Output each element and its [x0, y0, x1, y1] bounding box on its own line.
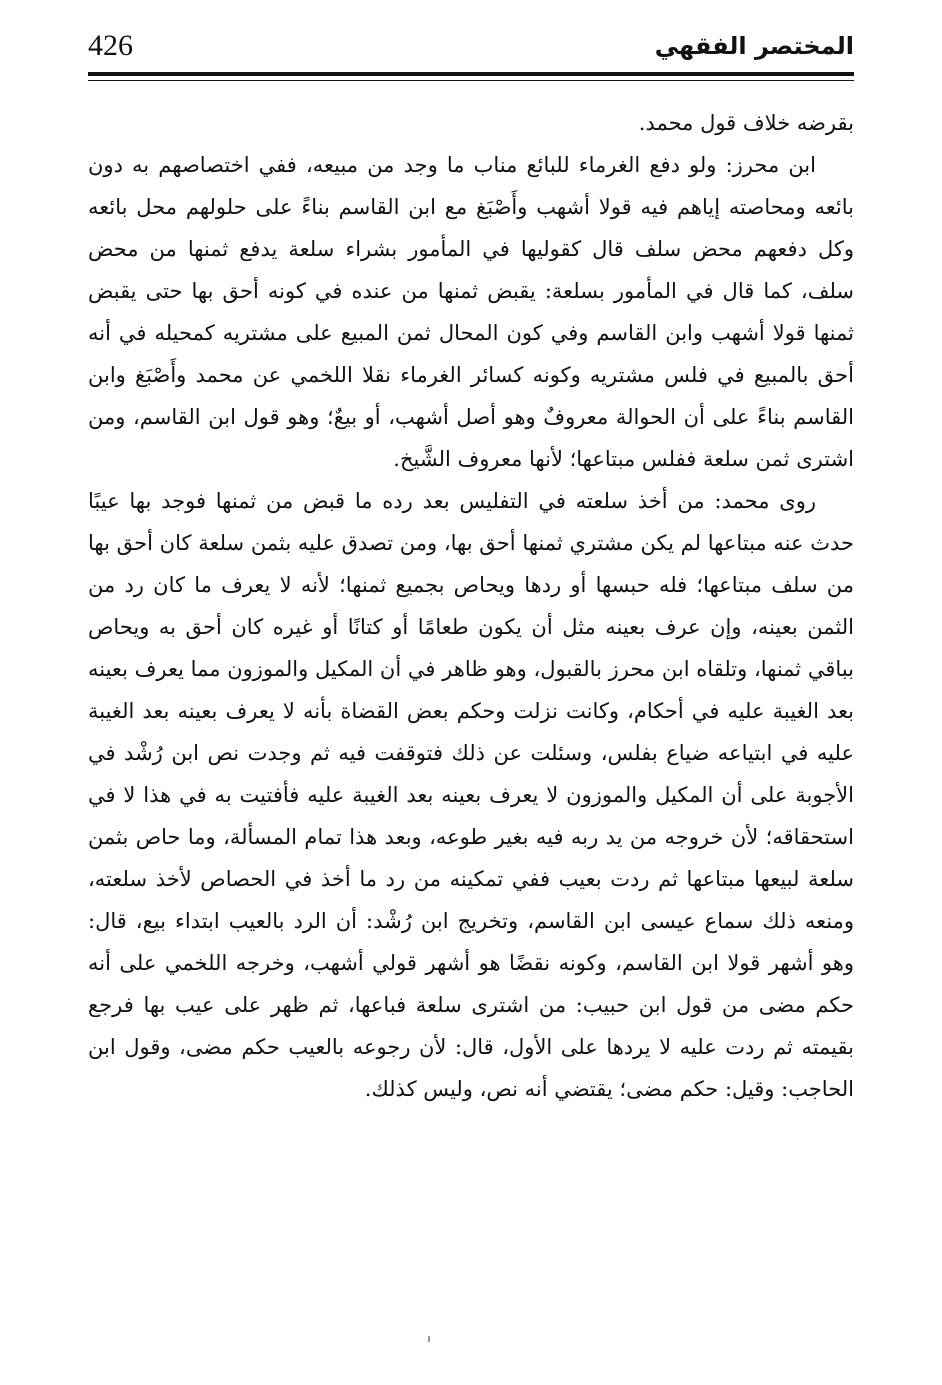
header-rule-thick [88, 72, 854, 76]
page-header [88, 22, 854, 72]
page-number: 426 [88, 29, 133, 62]
book-title: المختصر الفقهي [654, 32, 854, 60]
paragraph: ابن محرز: ولو دفع الغرماء للبائع مناب ما وجد من مبيعه، ففي اختصاصهم به دون بائعه ومحاصته إياهم فيه قولا أشهب وأَصْبَغ مع ابن القاسم بناءً على حلولهم محل بائعه وكل دفعهم محض سلف قال كقوليها في المأمور بشراء سلعة يدفع ثمنها من محض سلف، كما قال في المأمور بسلعة: يقبض ثمنها من عنده في كونه أحق بها حتى يقبض ثمنها قولا أشهب وابن القاسم وفي كون المحال ثمن المبيع على مشتريه كمحيله في أنه أحق بالمبيع في فلس مشتريه وكونه كسائر الغرماء نقلا اللخمي عن محمد وأَصْبَغ وابن القاسم بناءً على أن الحوالة معروفٌ وهو أصل أشهب، أو بيعٌ؛ وهو قول ابن القاسم، ومن اشترى ثمن سلعة ففلس مبتاعها؛ لأنها معروف الشَّيخ. [88, 153, 855, 471]
page-body [88, 102, 854, 1110]
header-rule-thin [88, 80, 854, 81]
paragraph: روى محمد: من أخذ سلعته في التفليس بعد رده ما قبض من ثمنها فوجد بها عيبًا حدث عنه مبتاعها لم يكن مشتري ثمنها أحق بها، ومن تصدق عليه بثمن سلعة كان أحق بها من سلف مبتاعها؛ فله حبسها أو ردها ويحاص بجميع ثمنها؛ لأنه لا يعرف ما كان رد من الثمن بعينه، وإن عرف بعينه مثل أن يكون طعامًا أو كتانًا أو غيره كان أحق به ويحاص بباقي ثمنها، وتلقاه ابن محرز بالقبول، وهو ظاهر في أن المكيل والموزون مما يعرف بعينه بعد الغيبة عليه في أحكام، وكانت نزلت وحكم بعض القضاة بأنه لا يعرف بعينه بعد الغيبة عليه في ابتياعه ضياع بفلس، وسئلت عن ذلك فتوقفت فيه ثم وجدت نص ابن رُشْد في الأجوبة على أن المكيل والموزون لا يعرف بعينه بعد الغيبة عليه فأفتيت به في هذا لا في استحقاقه؛ لأن خروجه من يد ربه فيه بغير طوعه، وبعد هذا تمام المسألة، وما حاص بثمن سلعة لبيعها مبتاعها ثم ردت بعيب ففي تمكينه من رد ما أخذ في الحصاص لأخذ سلعته، ومنعه ذلك سماع عيسى ابن القاسم، وتخريج ابن رُشْد: أن الرد بالعيب ابتداء بيع، قال: وهو أشهر قولا ابن القاسم، وكونه نقضًا هو أشهر قولي أشهب، وخرجه اللخمي على أنه حكم مضى من قول ابن حبيب: من اشترى سلعة فباعها، ثم ظهر على عيب بها فرجع بقيمته ثم ردت عليه لا يردها على الأول، قال: لأن رجوعه بالعيب حكم مضى، وقول ابن الحاجب: وقيل: حكم مضى؛ يقتضي أنه نص، وليس كذلك. [88, 489, 854, 1101]
paragraph-continuation: بقرضه خلاف قول محمد. [638, 111, 854, 135]
page-mark [428, 1336, 430, 1342]
